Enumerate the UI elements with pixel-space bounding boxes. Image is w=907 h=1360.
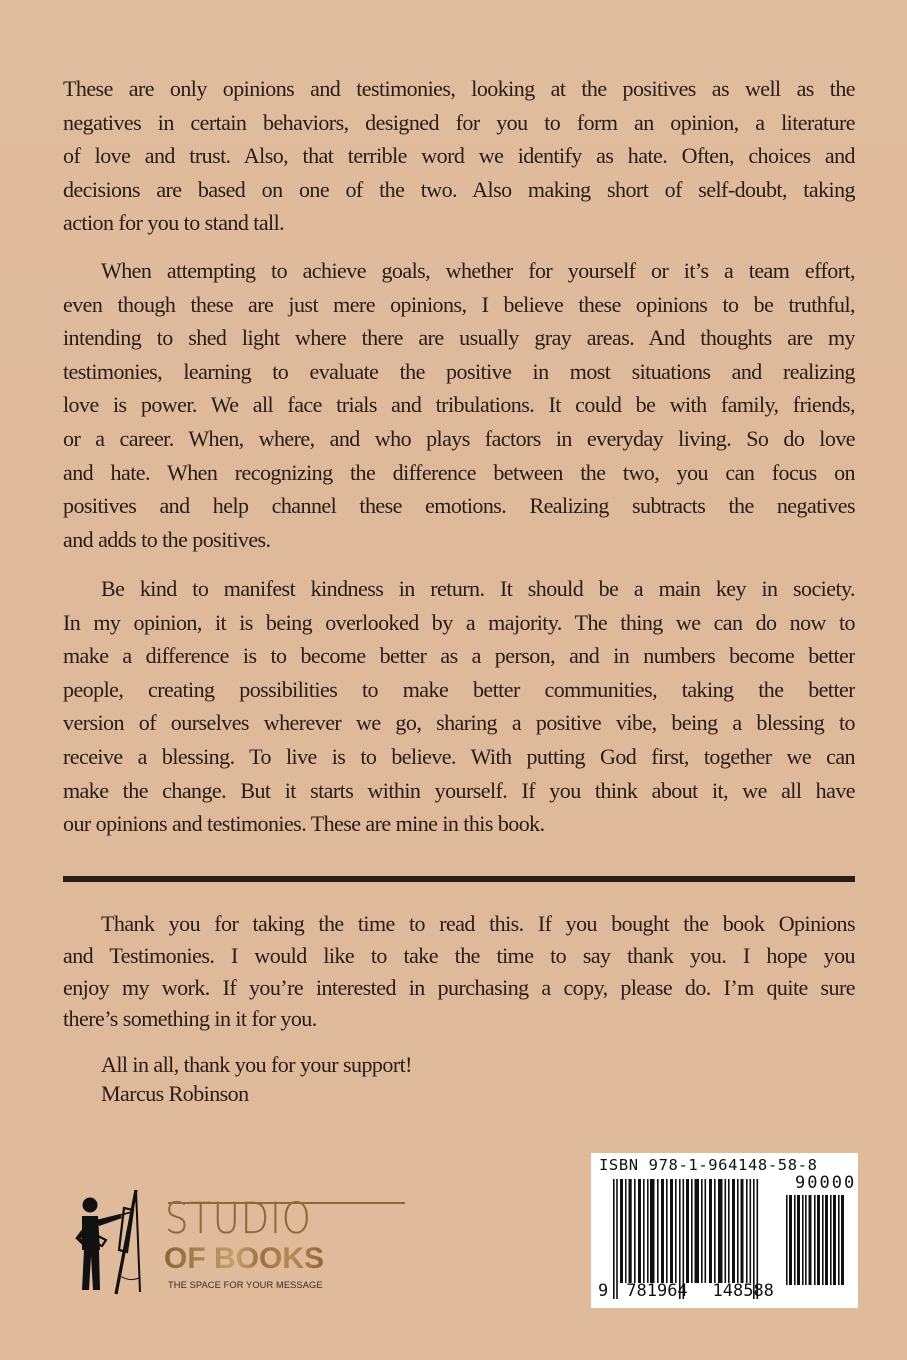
text-line: Be kind to manifest kindness in return. It should be a main key in society. — [101, 576, 855, 601]
text-line: make the change. But it starts within yourself. If you think about it, we all have — [63, 777, 855, 803]
isbn-barcode — [591, 1153, 858, 1308]
text-line: enjoy my work. If you’re interested in purchasing a copy, please do. I’m quite sure — [63, 974, 855, 1000]
logo-studio-text: STUDIO — [165, 1194, 312, 1244]
text-line: positives and help channel these emotions. Realizing subtracts the negatives — [63, 493, 855, 519]
logo-of-books-text: OF BOOKS — [164, 1242, 325, 1275]
text-line: These are only opinions and testimonies, looking at the positives as well as the — [63, 76, 855, 101]
logo-tagline: THE SPACE FOR YOUR MESSAGE — [168, 1280, 323, 1290]
kindness-paragraph — [63, 572, 855, 841]
text-line: and Testimonies. I would like to take the time to say thank you. I hope you — [63, 942, 855, 968]
isbn-label: ISBN 978-1-964148-58-8 — [599, 1156, 818, 1174]
text-line: decisions are based on one of the two. Also making short of self-doubt, taking — [63, 176, 855, 202]
text-line: our opinions and testimonies. These are mine in this book. — [63, 811, 545, 837]
text-line: love is power. We all face trials and tribulations. It could be with family, friends, — [63, 392, 855, 418]
text-line: people, creating possibilities to make better communities, taking the better — [63, 676, 855, 702]
text-line: there’s something in it for you. — [63, 1006, 317, 1032]
thank-you-paragraph — [63, 908, 855, 1035]
text-line: even though these are just mere opinions, I believe these opinions to be truthful, — [63, 291, 855, 317]
intro-paragraph — [63, 72, 855, 240]
publisher-logo — [72, 1190, 342, 1300]
ean13-digits — [598, 1281, 774, 1301]
text-line: Thank you for taking the time to read this. If you bought the book Opinions — [101, 911, 855, 936]
price-addon-bars — [786, 1195, 846, 1285]
goals-paragraph — [63, 254, 855, 556]
closing-line: All in all, thank you for your support! — [101, 1052, 412, 1077]
ean-right-group: 148588 — [712, 1281, 774, 1301]
text-line: intending to shed light where there are usually gray areas. And thoughts are my — [63, 325, 855, 351]
ean-first-digit: 9 — [598, 1281, 609, 1301]
text-line: In my opinion, it is being overlooked by a majority. The thing we can do now to — [63, 609, 855, 635]
ean-left-group: 781964 — [626, 1281, 688, 1301]
closing-block — [101, 1050, 412, 1108]
text-line: of love and trust. Also, that terrible word we identify as hate. Often, choices and — [63, 143, 855, 169]
text-line: and adds to the positives. — [63, 526, 271, 552]
text-line: and hate. When recognizing the difference between the two, you can focus on — [63, 459, 855, 485]
text-line: negatives in certain behaviors, designed for you to form an opinion, a literature — [63, 109, 855, 135]
text-line: make a difference is to become better as a person, and in numbers become better — [63, 643, 855, 669]
author-signature: Marcus Robinson — [101, 1081, 249, 1106]
text-line: action for you to stand tall. — [63, 210, 285, 236]
text-line: When attempting to achieve goals, whether for yourself or it’s a team effort, — [101, 258, 855, 283]
text-line: version of ourselves wherever we go, sharing a positive vibe, being a blessing to — [63, 710, 855, 736]
text-line: testimonies, learning to evaluate the positive in most situations and realizing — [63, 358, 855, 384]
text-line: receive a blessing. To live is to believe. With putting God first, together we can — [63, 743, 855, 769]
text-line: or a career. When, where, and who plays factors in everyday living. So do love — [63, 425, 855, 451]
price-addon-digits: 90000 — [795, 1173, 857, 1193]
painter-at-easel-icon — [72, 1190, 170, 1300]
section-divider — [63, 876, 855, 882]
